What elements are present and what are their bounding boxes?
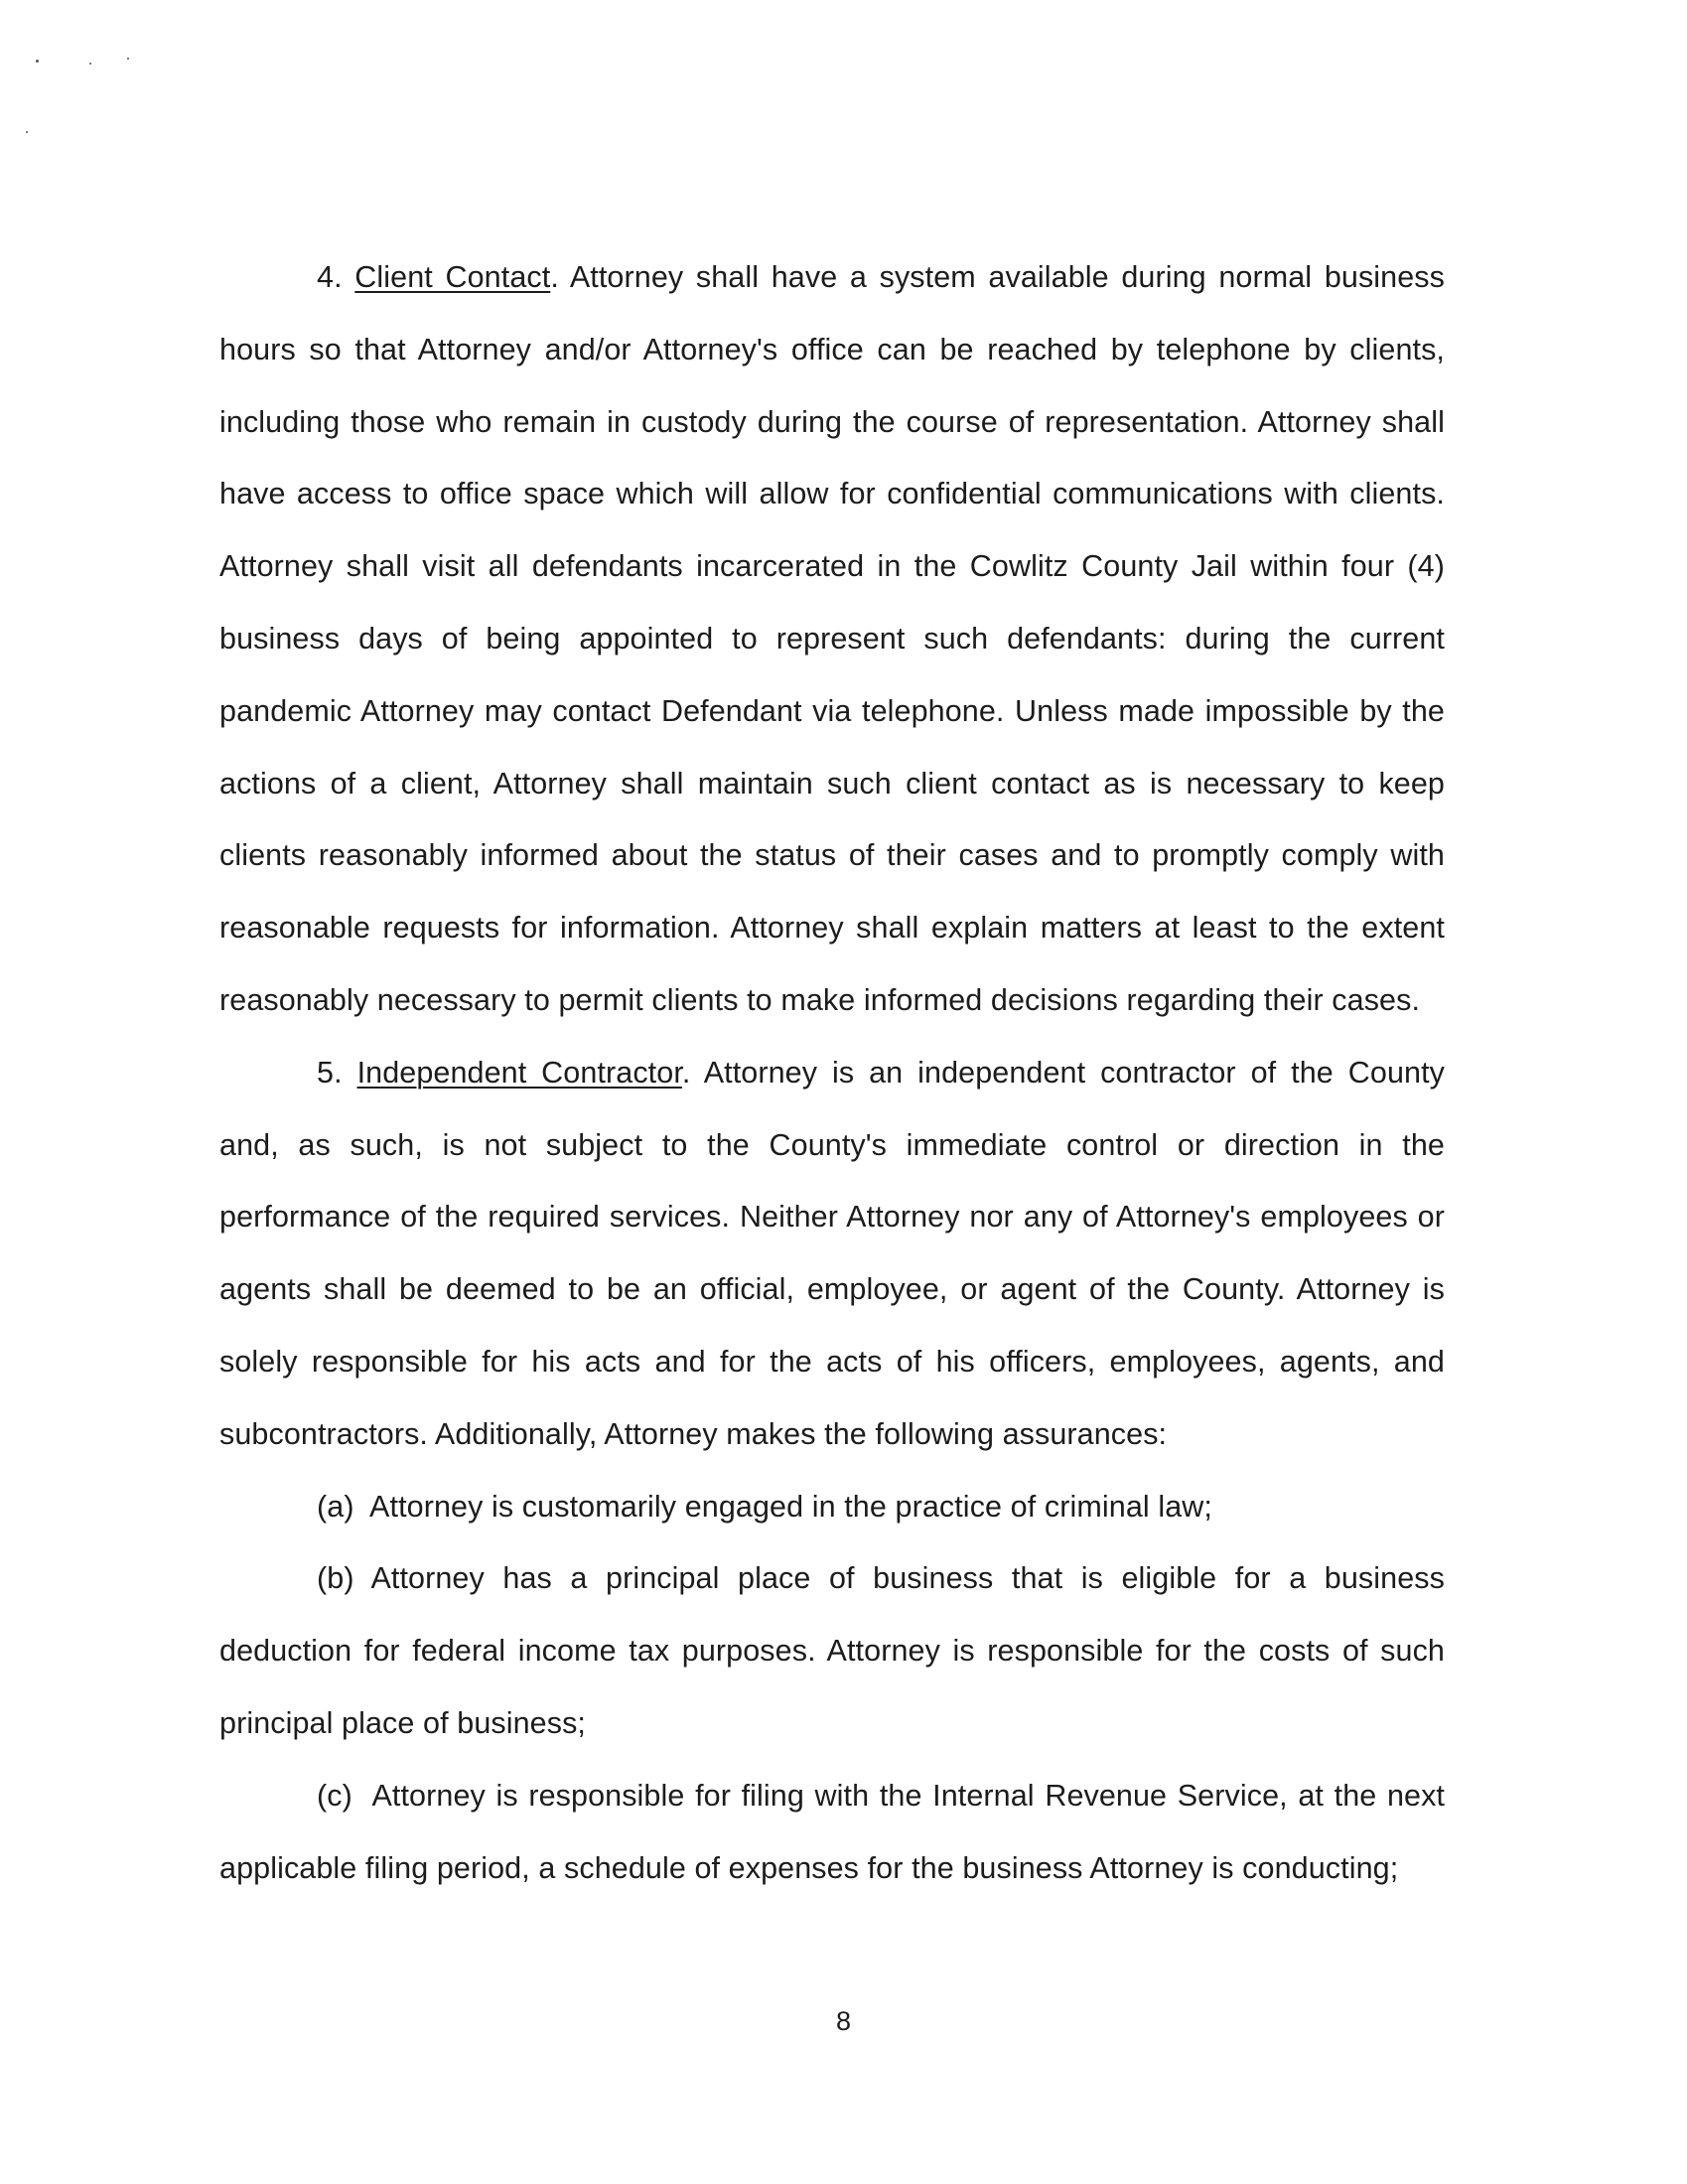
assurance-item-c xyxy=(219,1760,1445,1905)
scan-speck xyxy=(26,131,28,133)
item-text: Attorney is customarily engaged in the practice of criminal law; xyxy=(369,1489,1212,1524)
heading-period: . xyxy=(550,260,559,294)
heading-period: . xyxy=(681,1055,691,1090)
paragraph-text: Attorney shall have a system available during normal business hours so that Attorney and/or Attorney's office can be reached by telephone by clients, including those who remain in custody during the course of representation. Attorney shall have access to office space which will allow for confidential communications with clients. Attorney shall visit all defendants incarcerated in the Cowlitz County Jail within four (4) business days of being appointed to represent such defendants: during the current pandemic Attorney may contact Defendant via telephone. Unless made impossible by the actions of a client, Attorney shall maintain such client contact as is necessary to keep clients reasonably informed about the status of their cases and to promptly comply with reasonable requests for information. Attorney shall explain matters at least to the extent reasonably necessary to permit clients to make informed decisions regarding their cases. xyxy=(219,260,1445,1017)
item-text: Attorney is responsible for filing with the Internal Revenue Service, at the next applicable filing period, a schedule of expenses for the business Attorney is conducting; xyxy=(219,1778,1446,1885)
paragraph-heading: Client Contact xyxy=(354,260,551,294)
scan-speck xyxy=(127,58,129,60)
item-label: (b) xyxy=(317,1561,354,1596)
scan-speck xyxy=(89,63,91,65)
assurance-item-a xyxy=(219,1471,1445,1543)
item-label: (c) xyxy=(317,1778,352,1813)
paragraph-heading: Independent Contractor xyxy=(356,1055,682,1090)
page-number: 8 xyxy=(835,2006,852,2036)
paragraph-number: 4. xyxy=(317,260,343,294)
assurance-item-b xyxy=(219,1542,1445,1759)
scan-speck xyxy=(36,60,39,63)
paragraph-number: 5. xyxy=(317,1055,343,1090)
document-body xyxy=(219,241,1445,1904)
paragraph-client-contact xyxy=(219,241,1445,1037)
item-text: Attorney has a principal place of business that is eligible for a business deduction for federal income tax purposes. Attorney is responsible for the costs of such principal place of business; xyxy=(219,1561,1445,1740)
paragraph-independent-contractor xyxy=(219,1037,1445,1471)
item-label: (a) xyxy=(317,1489,354,1524)
paragraph-text: Attorney is an independent contractor of the County and, as such, is not subject to the County's immediate control or direction in the performance of the required services. Neither Attorney nor any of Attorney's employees or agents shall be deemed to be an official, employee, or agent of the County. Attorney is solely responsible for his acts and for the acts of his officers, employees, agents, and subcontractors. Additionally, Attorney makes the following assurances: xyxy=(219,1055,1445,1451)
